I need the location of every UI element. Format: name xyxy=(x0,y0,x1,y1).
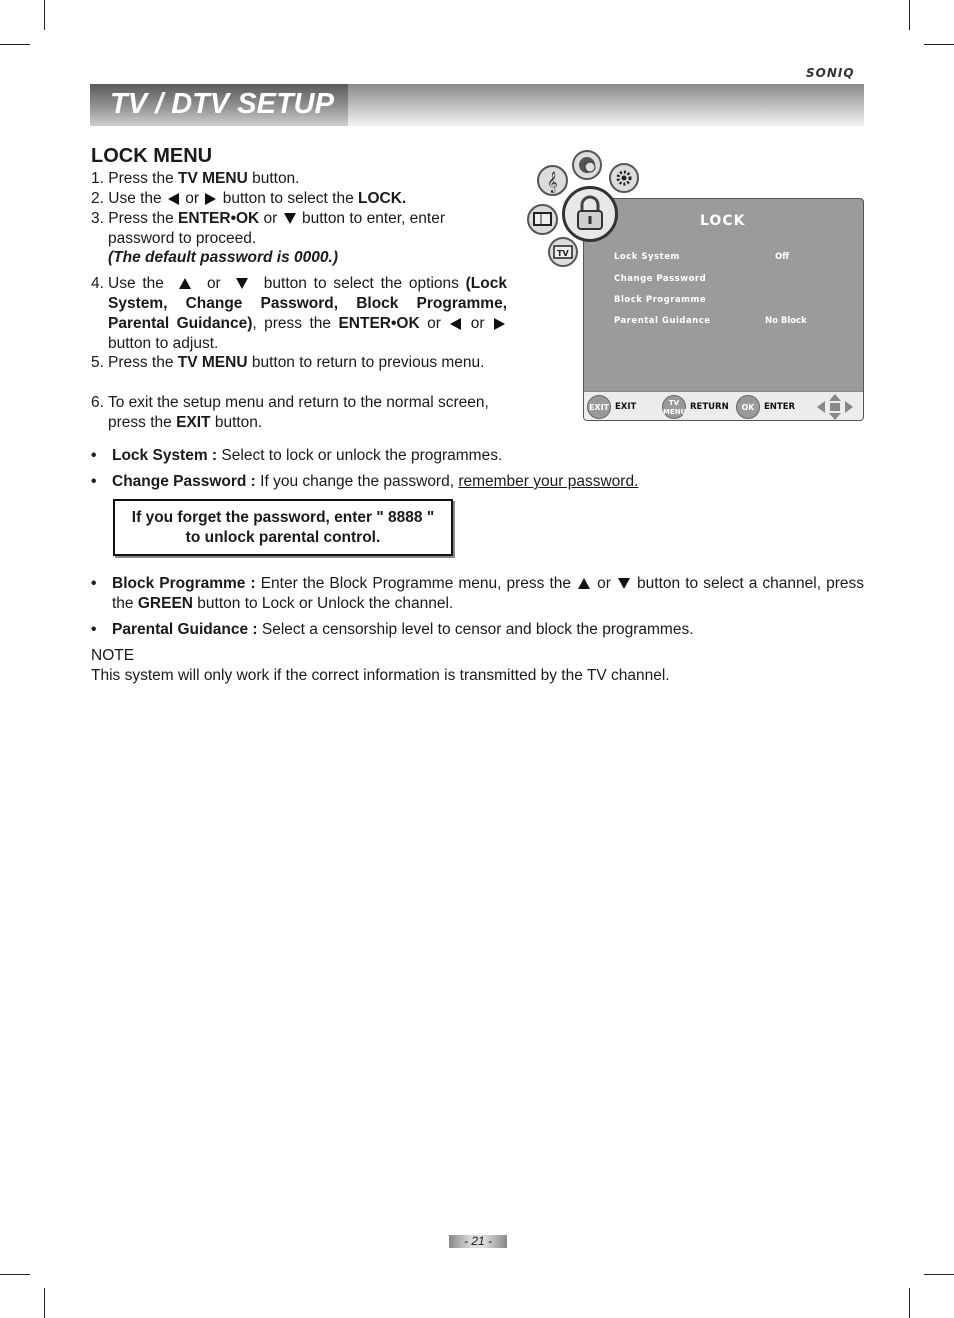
step-text: Use the xyxy=(108,190,162,207)
warning-line-2: to unlock parental control. xyxy=(185,529,381,546)
brand-logo: SONIQ xyxy=(806,66,855,80)
bullet-dot: • xyxy=(91,473,97,490)
step-3-line2: password to proceed. xyxy=(108,230,257,247)
picture-menu-icon xyxy=(527,204,558,235)
step-6 xyxy=(108,393,510,433)
bullet-emphasis: remember your password. xyxy=(458,473,639,490)
bullet-text: Enter the Block Programme menu, press the xyxy=(255,575,577,592)
osd-row-change-password[interactable]: Change Password xyxy=(614,274,707,284)
bullet-body xyxy=(112,446,502,466)
bullet-body xyxy=(112,620,694,640)
step-number: 3. xyxy=(91,210,104,227)
crop-mark xyxy=(924,44,954,45)
section-banner xyxy=(90,84,864,126)
music-menu-icon xyxy=(537,165,568,196)
bullet-label: Block Programme : xyxy=(112,575,256,592)
step-text: or xyxy=(206,275,221,292)
default-password-note: (The default password is 0000.) xyxy=(108,249,338,266)
left-arrow-icon xyxy=(168,193,179,205)
osd-value-parental-guidance: No Block xyxy=(765,316,807,326)
down-arrow-icon xyxy=(236,278,248,289)
bullet-dot: • xyxy=(91,621,97,638)
bullet-text: If you change the password, xyxy=(255,473,459,490)
step-number: 2. xyxy=(91,190,104,207)
note-text: This system will only work if the correct information is transmitted by the TV channel. xyxy=(91,667,670,684)
clock-icon xyxy=(574,152,600,178)
lock-menu-icon xyxy=(562,186,618,242)
crop-mark xyxy=(44,1288,45,1318)
return-label: RETURN xyxy=(690,402,729,412)
tv-menu-key-line1: TV xyxy=(668,399,680,407)
direction-pad-icon xyxy=(815,393,855,421)
step-text: button to select the options xyxy=(263,275,466,292)
step-5-number: 5. xyxy=(91,354,104,371)
bullet-text: button to Lock or Unlock the channel. xyxy=(192,595,454,612)
bullet-dot: • xyxy=(91,575,97,592)
exit-label: EXIT xyxy=(615,402,637,412)
step-text: Press the xyxy=(108,170,179,187)
step-6-number: 6. xyxy=(91,394,104,411)
bullet-dot: • xyxy=(91,447,97,464)
tv-icon xyxy=(550,239,576,265)
bullet-label: Change Password : xyxy=(112,473,256,490)
step-3 xyxy=(91,209,445,229)
bullet-label: Parental Guidance : xyxy=(112,621,258,638)
up-arrow-icon xyxy=(578,578,590,589)
tv-menu-key-icon xyxy=(662,395,686,419)
tv-icon-label: TV xyxy=(557,249,569,258)
banner-title: TV / DTV SETUP xyxy=(110,88,334,120)
crop-mark xyxy=(0,44,30,45)
page-title: LOCK MENU xyxy=(91,145,213,167)
right-arrow-icon xyxy=(205,193,216,205)
step-text: or xyxy=(463,315,492,332)
osd-footer xyxy=(584,391,863,421)
crop-mark xyxy=(44,0,45,30)
step-text: button. xyxy=(210,414,263,431)
step-keyword: LOCK. xyxy=(358,190,407,207)
banner-title-block xyxy=(90,84,348,126)
svg-text:𝄞: 𝄞 xyxy=(547,172,558,193)
bullet-label: Lock System : xyxy=(112,447,218,464)
bullet-text: Select to lock or unlock the programmes. xyxy=(217,447,503,464)
forgot-password-box xyxy=(113,499,453,556)
step-4 xyxy=(108,274,507,354)
lock-menu-screen xyxy=(583,198,864,421)
crop-mark xyxy=(909,0,910,30)
step-text: or xyxy=(259,210,282,227)
step-keyword: ENTER•OK xyxy=(338,315,420,332)
step-5 xyxy=(108,353,507,373)
step-2 xyxy=(91,189,406,209)
osd-row-block-programme[interactable]: Block Programme xyxy=(614,295,707,305)
osd-row-parental-guidance[interactable]: Parental Guidance xyxy=(614,316,711,326)
step-text: To exit the setup menu and return to the normal screen, press the xyxy=(108,394,489,431)
step-keyword: (Lock System, Change Password, Block Programme, Parental Guidance) xyxy=(108,275,507,332)
step-text: button to select the xyxy=(222,190,359,207)
bullet-text: button to select a channel, press the xyxy=(112,575,864,612)
step-keyword: ENTER•OK xyxy=(178,210,260,227)
step-text: button to return to previous menu. xyxy=(247,354,485,371)
page-number: - 21 - xyxy=(449,1235,507,1248)
step-number: 1. xyxy=(91,170,104,187)
enter-label: ENTER xyxy=(764,402,796,412)
padlock-icon xyxy=(565,189,615,239)
treble-clef-icon xyxy=(539,167,566,194)
crop-mark xyxy=(909,1288,910,1318)
step-keyword: TV MENU xyxy=(178,170,248,187)
step-keyword: EXIT xyxy=(176,414,211,431)
crop-mark xyxy=(924,1274,954,1275)
left-arrow-icon xyxy=(450,318,461,330)
warning-line-1: If you forget the password, enter " 8888 " xyxy=(131,509,435,526)
step-text: button to adjust. xyxy=(108,335,219,352)
osd-title: LOCK xyxy=(700,213,746,229)
right-arrow-icon xyxy=(494,318,505,330)
bullet-body xyxy=(112,472,638,492)
down-arrow-icon xyxy=(618,578,630,589)
crop-mark xyxy=(0,1274,30,1275)
timer-menu-icon xyxy=(572,150,602,180)
step-keyword: TV MENU xyxy=(177,354,248,371)
down-arrow-icon xyxy=(284,213,296,224)
step-text: Use the xyxy=(108,275,164,292)
step-text: button. xyxy=(247,170,300,187)
gear-icon xyxy=(611,165,637,191)
step-4-number: 4. xyxy=(91,275,104,292)
screen-icon xyxy=(529,206,556,233)
step-text: button to enter, enter xyxy=(297,210,446,227)
bullet-text: or xyxy=(592,575,616,592)
bullet-text: Select a censorship level to censor and block the programmes. xyxy=(257,621,694,638)
step-text: or xyxy=(419,315,449,332)
step-text: Press the xyxy=(108,210,179,227)
tv-menu-icon xyxy=(548,237,578,267)
step-text: Press the xyxy=(108,354,178,371)
note-title: NOTE xyxy=(91,647,135,664)
up-arrow-icon xyxy=(179,278,191,289)
bullet-body xyxy=(112,574,864,614)
osd-value-lock-system: Off xyxy=(775,252,790,262)
bullet-keyword: GREEN xyxy=(137,595,193,612)
exit-key-icon: EXIT xyxy=(587,395,611,419)
osd-row-lock-system[interactable]: Lock System xyxy=(614,252,680,262)
tv-menu-key-line2: MENU xyxy=(663,408,687,416)
step-1 xyxy=(91,169,300,189)
step-text: , press the xyxy=(252,315,339,332)
step-text: or xyxy=(185,190,200,207)
ok-key-icon: OK xyxy=(736,395,760,419)
